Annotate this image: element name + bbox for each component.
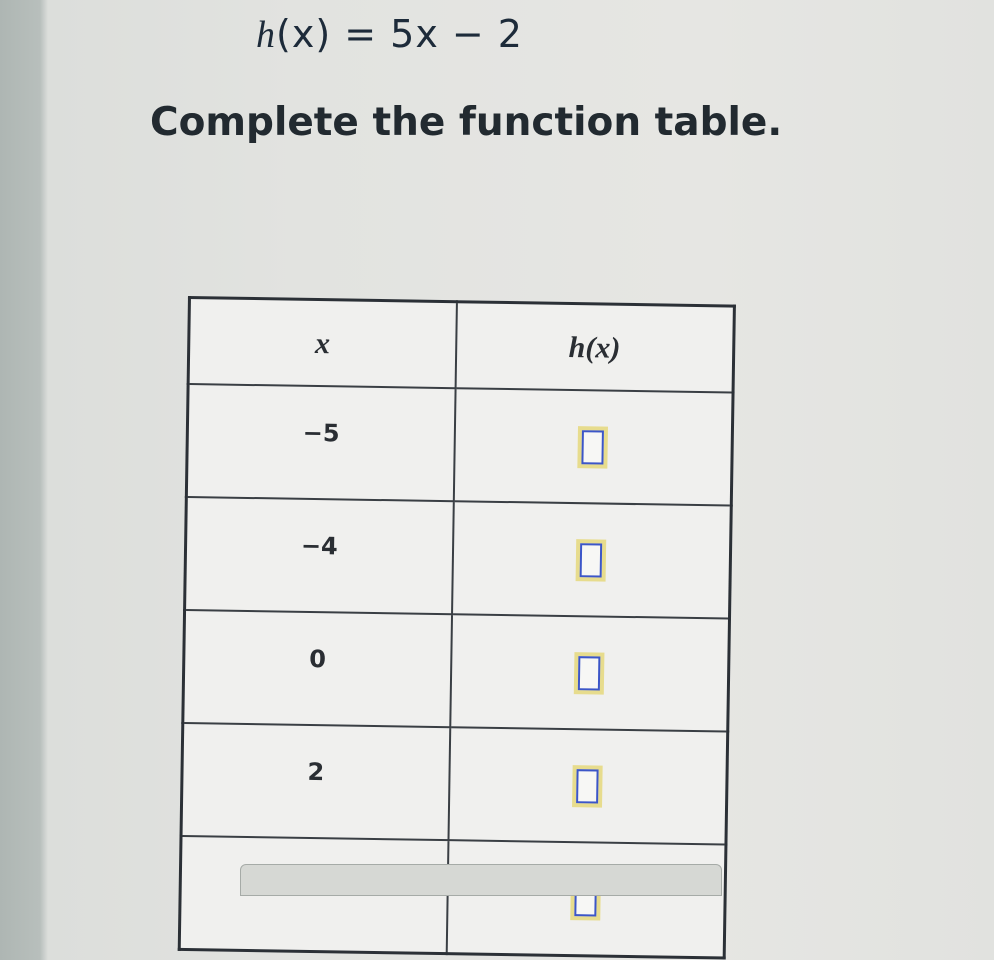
function-equation — [256, 12, 523, 57]
table-row — [185, 497, 732, 619]
x-value-cell: 0 — [183, 610, 452, 727]
answer-cell — [453, 388, 733, 505]
table-row — [181, 723, 728, 845]
answer-cell — [452, 501, 732, 618]
answer-cell — [448, 727, 728, 844]
function-table — [178, 296, 736, 960]
table-header-row — [188, 298, 734, 393]
header-x: x — [188, 298, 456, 389]
header-h-of-x: h(x) — [455, 302, 734, 393]
table-row — [179, 836, 726, 958]
answer-cell — [450, 614, 730, 731]
bottom-panel-tab — [240, 864, 722, 896]
x-value-cell: −4 — [185, 497, 454, 614]
function-expression: (x) = 5x − 2 — [276, 12, 523, 56]
instruction-text: Complete the function table. — [150, 100, 783, 145]
x-value-cell: 2 — [181, 723, 450, 840]
answer-input[interactable] — [578, 656, 601, 690]
answer-input[interactable] — [582, 430, 605, 464]
function-name: h — [256, 14, 276, 56]
table-row — [183, 610, 730, 732]
answer-cell — [446, 840, 726, 958]
x-value-cell: −5 — [186, 384, 455, 501]
function-table-container — [179, 296, 736, 880]
answer-input[interactable] — [580, 543, 603, 577]
answer-input[interactable] — [576, 769, 599, 803]
table-row — [186, 384, 733, 506]
